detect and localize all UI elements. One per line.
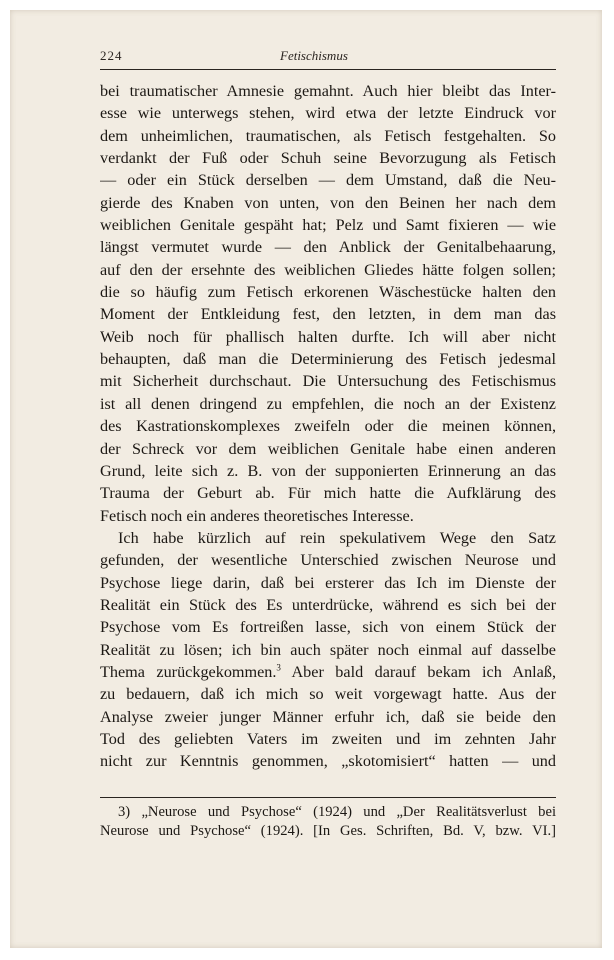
text-line: gefunden, der wesentliche Unterschied zwischen Neurose und — [100, 551, 556, 570]
text-line: esse wie unterwegs stehen, wird etwa der letzte Eindruck vor — [100, 104, 556, 123]
header-rule — [100, 69, 556, 70]
text-line: verdankt der Fuß oder Schuh seine Bevorzugung als Fetisch — [100, 149, 556, 168]
text-line: behaupten, daß man die Determinierung des Fetisch jedesmal — [100, 350, 556, 369]
text-line: Realität zu lösen; ich bin auch später noch einmal auf dasselbe — [100, 640, 556, 659]
text-line: Realität ein Stück des Es unterdrücke, während es sich bei der — [100, 595, 556, 614]
text-line: Analyse zweier junger Männer erfuhr ich, daß sie beide den — [100, 707, 556, 726]
text-fragment: Aber bald darauf bekam ich Anlaß, — [280, 662, 556, 681]
text-line: Grund, leite sich z. B. von der supponierten Erinnerung an das — [100, 461, 556, 480]
text-line: längst vermutet wurde — den Anblick der Genitalbehaarung, — [100, 238, 556, 257]
text-fragment: Thema zurückgekommen. — [100, 662, 277, 681]
text-line: Psychose liege darin, daß bei ersterer das Ich im Dienste der — [100, 573, 556, 592]
footnote-line: 3) „Neurose und Psychose“ (1924) und „Der Realitätsverlust bei — [118, 804, 556, 820]
page-number: 224 — [100, 48, 123, 63]
footnote-rule — [100, 797, 556, 798]
text-line: mit Sicherheit durchschaut. Die Untersuchung des Fetischismus — [100, 372, 556, 391]
footnote-line: Neurose und Psychose“ (1924). [In Ges. Schriften, Bd. V, bzw. VI.] — [100, 823, 556, 839]
text-line: die so häufig zum Fetisch erkorenen Wäschestücke halten den — [100, 283, 556, 302]
text-line: des Kastrationskomplexes zweifeln oder die meinen können, — [100, 417, 556, 436]
text-line: Weib noch für phallisch halten durfte. Ich will aber nicht — [100, 327, 556, 346]
page-header — [100, 48, 556, 68]
body-text — [100, 80, 556, 773]
text-line: Ich habe kürzlich auf rein spekulativem Wege den Satz — [118, 528, 556, 547]
paragraph-2 — [100, 527, 556, 773]
text-line: der Schreck vor dem weiblichen Genitale habe einen anderen — [100, 439, 556, 458]
text-line: gierde des Knaben von unten, von den Beinen her nach dem — [100, 193, 556, 212]
text-line: Moment der Entkleidung fest, den letzten, in dem man das — [100, 305, 556, 324]
text-line: nicht zur Kenntnis genommen, „skotomisiert“ hatten — und — [100, 752, 556, 771]
text-line: Fetisch noch ein anderes theoretisches Interesse. — [100, 506, 414, 525]
text-line: weiblichen Genitale gespäht hat; Pelz und Samt fixieren — wie — [100, 216, 556, 235]
paragraph-1 — [100, 80, 556, 527]
text-line-with-footnote — [100, 661, 556, 683]
text-line: zu bedauern, daß ich mich so weit vorgewagt hatte. Aus der — [100, 685, 556, 704]
text-line: — oder ein Stück derselben — dem Umstand, daß die Neu- — [100, 171, 556, 190]
text-line: Tod des geliebten Vaters im zweiten und im zehnten Jahr — [100, 729, 556, 748]
text-line: ist all denen dringend zu empfehlen, die noch an der Existenz — [100, 394, 556, 413]
text-line: dem unheimlichen, traumatischen, als Fetisch festgehalten. So — [100, 126, 556, 145]
text-line: auf den der ersehnte des weiblichen Gliedes hätte folgen sollen; — [100, 260, 556, 279]
footnote-reference: 3 — [276, 662, 281, 673]
footnotes — [100, 803, 556, 841]
running-head: Fetischismus — [280, 48, 348, 63]
text-line: bei traumatischer Amnesie gemahnt. Auch hier bleibt das Inter- — [100, 82, 556, 100]
text-line: Trauma der Geburt ab. Für mich hatte die Aufklärung des — [100, 484, 556, 503]
text-line: Psychose vom Es fortreißen lasse, sich von einem Stück der — [100, 618, 556, 637]
